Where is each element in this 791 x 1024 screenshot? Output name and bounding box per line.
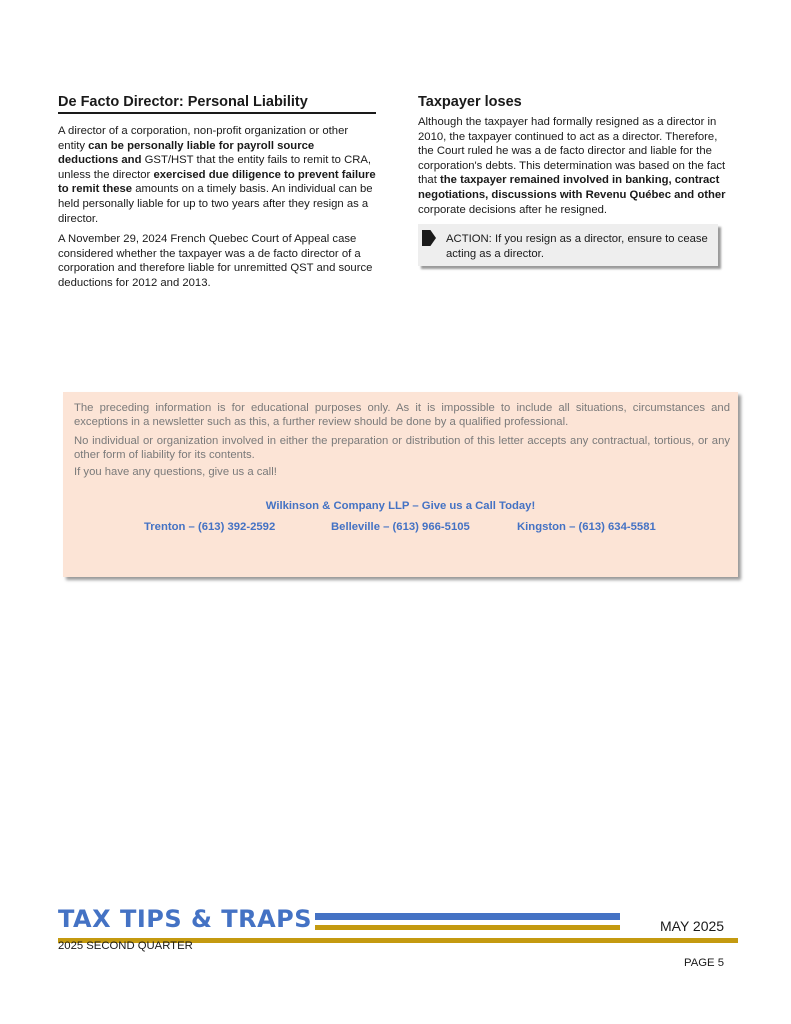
action-callout: [418, 224, 718, 266]
left-column: [58, 94, 376, 297]
disclaimer-text: [74, 402, 730, 486]
section-heading-de-facto-director: De Facto Director: Personal Liability: [58, 94, 376, 114]
paragraph-court-case: A November 29, 2024 French Quebec Court of Appeal case considered whether the taxpayer was a de facto director of a corporation and therefore liable for unremitted QST and source deductions for 2012 and 2013.: [58, 233, 373, 289]
paragraph-director-liability: A director of a corporation, non-profit organization or other entity can be personally liable for payroll source deductions and GST/HST that the entity fails to remit to CRA, unless the director exercised due diligence to prevent failure to remit these amounts on a timely basis. An individual can be held personally liable for up to two years after they resign as a director.: [58, 125, 376, 225]
section-heading-taxpayer-loses: Taxpayer loses: [418, 94, 522, 110]
page-number: PAGE 5: [684, 957, 724, 969]
disclaimer-paragraph-educational: The preceding information is for educational purposes only. As it is impossible to include all situations, circumstances and exceptions in a newsletter such as this, a further review should be done by a qualified professional.: [74, 402, 730, 428]
paragraph-court-ruling: Although the taxpayer had formally resigned as a director in 2010, the taxpayer continued to act as a director. Therefore, the Court ruled he was a de facto director and liable for the corporation's debts. This determination was based on the fact that the taxpayer remained involved in banking, contract negotiations, discussions with Revenu Québec and other corporate decisions after he resigned.: [418, 116, 726, 216]
footer-rule-gold-short: [315, 925, 620, 930]
company-callout: Wilkinson & Company LLP – Give us a Call Today!: [265, 500, 536, 512]
right-column: [418, 94, 736, 223]
footer-rule-blue: [315, 913, 620, 920]
newsletter-title: TAX TIPS & TRAPS: [58, 905, 313, 933]
disclaimer-paragraph-liability: No individual or organization involved in either the preparation or distribution of this letter accepts any contractual, tortious, or any other form of liability for its contents.: [74, 435, 730, 461]
issue-month: MAY 2025: [660, 918, 725, 934]
office-kingston: Kingston – (613) 634-5581: [517, 521, 656, 533]
issue-quarter: 2025 SECOND QUARTER: [58, 940, 193, 952]
arrow-pentagon-icon: [422, 230, 436, 246]
disclaimer-box: [63, 392, 738, 577]
office-belleville: Belleville – (613) 966-5105: [331, 521, 470, 533]
action-text: ACTION: If you resign as a director, ensure to cease acting as a director.: [446, 233, 708, 260]
office-trenton: Trenton – (613) 392-2592: [144, 521, 276, 533]
disclaimer-paragraph-questions: If you have any questions, give us a call!: [74, 466, 277, 478]
